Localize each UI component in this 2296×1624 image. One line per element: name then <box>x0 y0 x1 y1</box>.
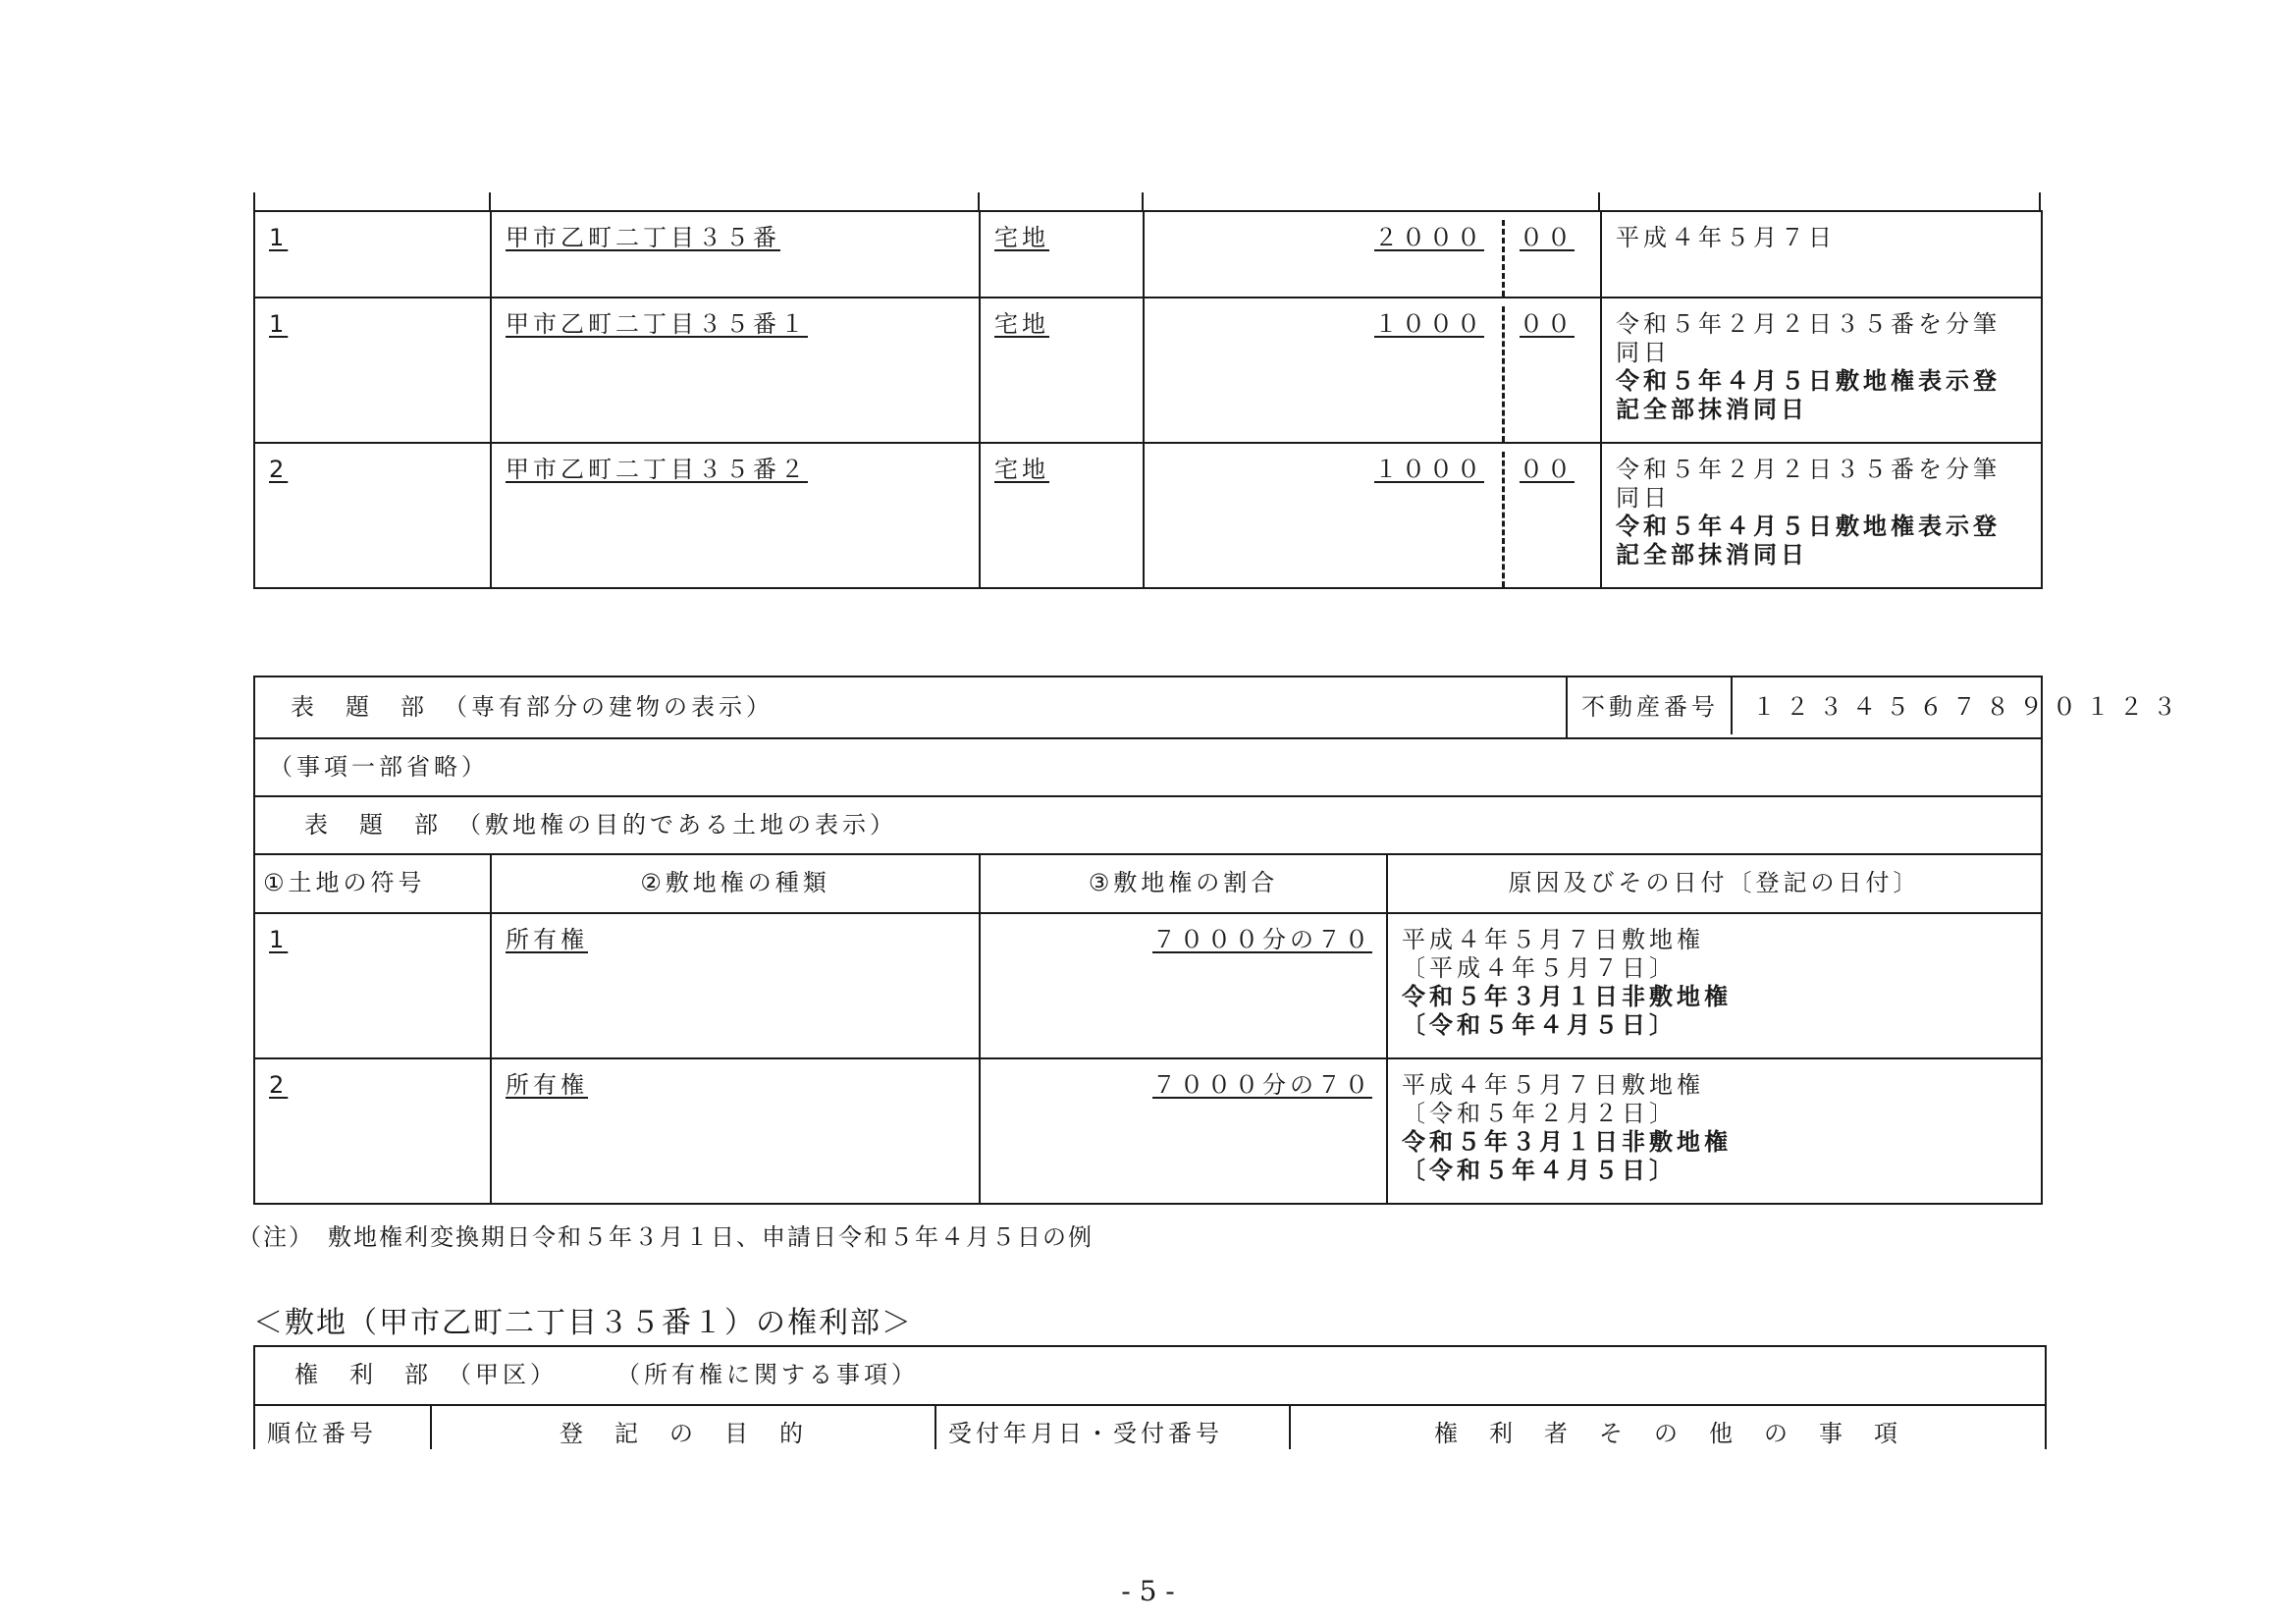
header-cause-date: 原因及びその日付〔登記の日付〕 <box>1508 869 1921 896</box>
omitted-note: （事項一部省略） <box>269 753 489 781</box>
site-right-row <box>254 1058 2042 1204</box>
land-row <box>254 211 2042 298</box>
column-registration-purpose: 登 記 の 目 的 <box>560 1420 807 1447</box>
land-row <box>254 298 2042 443</box>
land-area-integer: １０００ <box>1374 310 1484 338</box>
land-number: 1 <box>269 224 289 251</box>
cause-line: 令和５年２月２日３５番を分筆 <box>1616 310 2001 338</box>
omitted-row <box>254 738 2042 796</box>
land-category: 宅地 <box>994 456 1049 483</box>
cause-line-bold: 令和５年３月１日非敷地権 <box>1402 1128 1732 1156</box>
cause-line: 同日 <box>1616 339 1671 366</box>
cause-line-bold: 〔令和５年４月５日〕 <box>1402 1157 1677 1184</box>
rights-section-title: ＜敷地（甲市乙町二丁目３５番１）の権利部＞ <box>253 1306 913 1340</box>
land-area-decimal: ００ <box>1520 310 1575 338</box>
cause-line-bold: 令和５年４月５日敷地権表示登 <box>1616 513 2001 540</box>
cause-line: 〔平成４年５月７日〕 <box>1402 954 1677 982</box>
unit-title-row <box>254 677 2042 738</box>
header-land-code: ①土地の符号 <box>263 869 426 896</box>
land-location: 甲市乙町二丁目３５番 <box>506 224 780 251</box>
land-area-decimal: ００ <box>1520 456 1575 483</box>
land-number: 1 <box>269 310 289 338</box>
cause-line-bold: 令和５年４月５日敷地権表示登 <box>1616 367 2001 395</box>
site-right-row <box>254 913 2042 1058</box>
land-area-decimal: ００ <box>1520 224 1575 251</box>
example-note: （注） 敷地権利変換期日令和５年３月１日、申請日令和５年４月５日の例 <box>238 1223 1094 1251</box>
decimal-divider <box>1502 306 1505 442</box>
right-type: 所有権 <box>506 926 588 953</box>
land-category: 宅地 <box>994 224 1049 251</box>
unit-title: 表 題 部 （専有部分の建物の表示） <box>291 693 774 721</box>
realty-number-label: 不動産番号 <box>1568 677 1733 734</box>
column-rank-number: 順位番号 <box>267 1420 377 1447</box>
right-type: 所有権 <box>506 1071 588 1099</box>
realty-number: １２３４５６７８９０１２３ <box>1752 693 2186 721</box>
column-receipt-date-number: 受付年月日・受付番号 <box>948 1420 1223 1447</box>
cause-line: 〔令和５年２月２日〕 <box>1402 1100 1677 1127</box>
column-header-row <box>254 854 2042 913</box>
land-location: 甲市乙町二丁目３５番１ <box>506 310 808 338</box>
cause-line-bold: 記全部抹消同日 <box>1616 396 1808 423</box>
land-category: 宅地 <box>994 310 1049 338</box>
land-row <box>254 443 2042 588</box>
cause-line-bold: 令和５年３月１日非敷地権 <box>1402 983 1732 1010</box>
decimal-divider <box>1502 452 1505 587</box>
decimal-divider <box>1502 220 1505 297</box>
land-code: 1 <box>269 926 289 953</box>
cause-line: 令和５年２月２日３５番を分筆 <box>1616 456 2001 483</box>
header-right-ratio: ③敷地権の割合 <box>1088 869 1279 896</box>
land-code: 2 <box>269 1071 289 1099</box>
right-ratio: ７０００分の７０ <box>1152 926 1372 953</box>
land-area-integer: １０００ <box>1374 456 1484 483</box>
page-number: - 5 - <box>1121 1575 1175 1607</box>
land-table <box>253 210 2043 589</box>
cause-line: 平成４年５月７日敷地権 <box>1402 926 1704 953</box>
site-right-title: 表 題 部 （敷地権の目的である土地の表示） <box>304 811 897 839</box>
cause-line: 同日 <box>1616 484 1671 512</box>
cause-line-bold: 記全部抹消同日 <box>1616 541 1808 568</box>
land-location: 甲市乙町二丁目３５番２ <box>506 456 808 483</box>
cause-line-bold: 〔令和５年４月５日〕 <box>1402 1011 1677 1039</box>
cause-line: 平成４年５月７日 <box>1616 224 1836 251</box>
unit-table <box>253 676 2186 1205</box>
right-ratio: ７０００分の７０ <box>1152 1071 1372 1099</box>
column-right-holder-other: 権 利 者 そ の 他 の 事 項 <box>1434 1420 1901 1447</box>
land-number: 2 <box>269 456 289 483</box>
cause-line: 平成４年５月７日敷地権 <box>1402 1071 1704 1099</box>
header-right-type: ②敷地権の種類 <box>640 869 830 896</box>
subtitle-row <box>254 796 2042 854</box>
land-area-integer: ２０００ <box>1374 224 1484 251</box>
rights-header: 権 利 部 （甲区） （所有権に関する事項） <box>294 1361 919 1388</box>
